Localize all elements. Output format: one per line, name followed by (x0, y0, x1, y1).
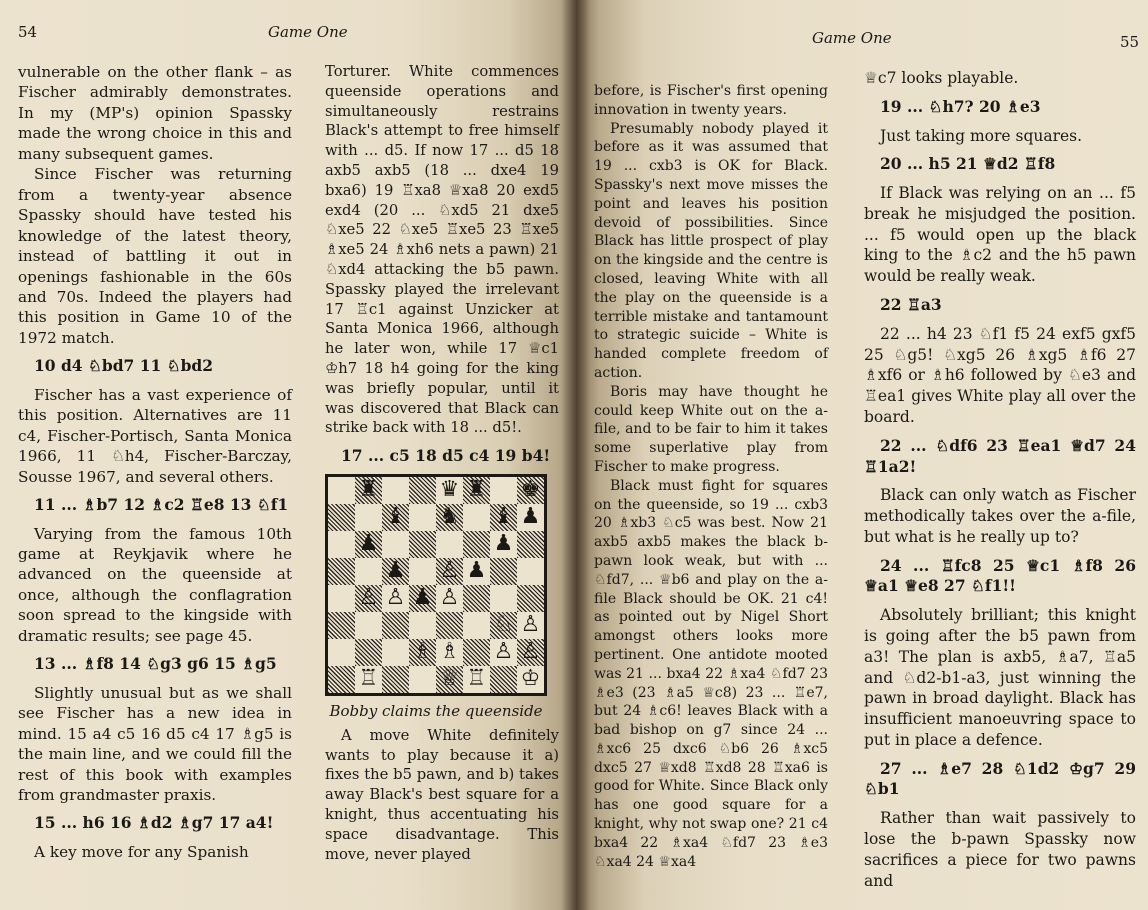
board-square (490, 639, 517, 666)
move-heading: 22 ♖a3 (880, 295, 942, 315)
board-square (409, 666, 436, 693)
move-heading: 20 ... h5 21 ♕d2 ♖f8 (880, 154, 1056, 174)
chess-piece-icon: ♟ (358, 531, 379, 557)
right-column-2 (864, 68, 1136, 891)
chess-piece-icon: ♕ (439, 666, 460, 692)
board-square (436, 477, 463, 504)
board-square (463, 531, 490, 558)
board-square (463, 585, 490, 612)
board-square (409, 477, 436, 504)
board-square (382, 531, 409, 558)
move-heading: 13 ... ♗f8 14 ♘g3 g6 15 ♗g5 (34, 654, 277, 674)
board-square (409, 531, 436, 558)
chess-board (325, 474, 547, 696)
board-square (382, 504, 409, 531)
board-square (436, 612, 463, 639)
board-square (328, 666, 355, 693)
paragraph: Slightly unusual but as we shall see Fischer has a new idea in mind. 15 a4 c5 16 d5 c4 17 ♗g5 is the main line, and we could fill the rest of this book with examples from grandmaster praxis. (18, 683, 292, 804)
paragraph: A move White definitely wants to play because it a) fixes the b5 pawn, and b) takes away Black's best square for a knight, thus accentuating his space disadvantage. This move, never played (325, 726, 559, 863)
board-square (463, 477, 490, 504)
chess-piece-icon: ♞ (439, 504, 460, 530)
board-square (355, 558, 382, 585)
left-column-2-text (325, 62, 559, 466)
board-square (328, 477, 355, 504)
board-square (436, 639, 463, 666)
paragraph: Absolutely brilliant; this knight is going after the b5 pawn from a3! The plan is axb5, ♗a7, ♖a5 and ♘d2-b1-a3, just winning the pawn in broad daylight. Black has insufficient manoeuvring space to put in place a defence. (864, 606, 1136, 749)
chess-piece-icon: ♜ (466, 477, 487, 503)
board-square (355, 477, 382, 504)
chess-piece-icon: ♝ (493, 504, 514, 530)
board-square (355, 585, 382, 612)
chess-piece-icon: ♝ (385, 504, 406, 530)
right-column-1 (594, 82, 828, 871)
board-square (436, 666, 463, 693)
move-heading: 27 ... ♗e7 28 ♘1d2 ♔g7 29 ♘b1 (864, 758, 1136, 799)
board-square (328, 639, 355, 666)
move-heading: 15 ... h6 16 ♗d2 ♗g7 17 a4! (34, 813, 274, 833)
paragraph: Presumably nobody played it before as it was assumed that 19 ... cxb3 is OK for Black. Spassky's next move misses the point and leaves his position devoid of possibilities. Since Black has little prospect of play on the kingside and the centre is closed, leaving White with all the play on the queenside is a terrible mistake and tantamount to strategic suicide – White is handed complete freedom of action. (594, 120, 828, 381)
board-square (490, 477, 517, 504)
book-gutter (562, 0, 590, 910)
board-square (382, 477, 409, 504)
board-square (355, 666, 382, 693)
board-square (409, 639, 436, 666)
chess-piece-icon: ♛ (439, 477, 460, 503)
running-head-right: Game One (812, 29, 892, 47)
board-square (517, 639, 544, 666)
board-square (517, 558, 544, 585)
board-square (517, 504, 544, 531)
move-heading: 10 d4 ♘bd7 11 ♘bd2 (34, 356, 214, 376)
board-square (490, 666, 517, 693)
board-square (355, 612, 382, 639)
board-square (490, 585, 517, 612)
move-heading: 19 ... ♘h7? 20 ♗e3 (880, 96, 1041, 116)
board-square (328, 558, 355, 585)
paragraph: ♕c7 looks playable. (864, 69, 1019, 87)
board-square (328, 504, 355, 531)
chess-piece-icon: ♟ (520, 504, 541, 530)
chess-piece-icon: ♟ (466, 558, 487, 584)
paragraph: Black must fight for squares on the queenside, so 19 ... cxb3 20 ♗xb3 ♘c5 was best. Now 21 axb5 axb5 makes the black b-pawn look weak, but with ... ♘fd7, ... ♕b6 and play on the a-file Black should be OK. 21 c4! as pointed out by Nigel Short amongst others looks more pertinent. One antidote mooted was 21 ... bxa4 22 ♗xa4 ♘fd7 23 ♗e3 (23 ♗a5 ♕c8) 23 ... ♖e7, but 24 ♗c6! leaves Black with a bad bishop on g7 since 24 ... ♗xc6 25 dxc6 ♘b6 26 ♗xc5 dxc5 27 ♕xd8 ♖xd8 28 ♖xa6 is good for White. Since Black only has one good square for a knight, why not swap one? 21 c4 bxa4 22 ♗xa4 ♘fd7 23 ♗e3 ♘xa4 24 ♕xa4 (594, 477, 828, 870)
move-heading: 22 ... ♘df6 23 ♖ea1 ♕d7 24 ♖1a2! (864, 435, 1136, 476)
paragraph: Fischer has a vast experience of this position. Alternatives are 11 c4, Fischer-Portisch, Santa Monica 1966, 11 ♘h4, Fischer-Barczay, Sousse 1967, and several others. (18, 385, 292, 486)
board-square (517, 666, 544, 693)
paragraph: Black can only watch as Fischer methodically takes over the a-file, but what is he really up to? (864, 486, 1136, 546)
board-square (382, 666, 409, 693)
paragraph: Torturer. White commences queenside operations and simultaneously restrains Black's attempt to free himself with ... d5. If now 17 ... d5 18 axb5 axb5 (18 ... dxe4 19 bxa6) 19 ♖xa8 ♕xa8 20 exd5 exd4 (20 ... ♘xd5 21 dxe5 ♘xe5 22 ♘xe5 ♖xe5 23 ♖xe5 ♗xe5 24 ♗xh6 nets a pawn) 21 ♘xd4 attacking the b5 pawn. Spassky played the irrelevant 17 ♖c1 against Unzicker at Santa Monica 1966, although he later won, while 17 ♕c1 ♔h7 18 h4 going for the king was briefly popular, until it was discovered that Black can strike back with 18 ... d5!. (325, 63, 559, 437)
board-square (517, 477, 544, 504)
paragraph: Just taking more squares. (880, 126, 1083, 145)
chess-piece-icon: ♟ (385, 558, 406, 584)
chess-piece-icon: ♜ (358, 477, 379, 503)
chess-piece-icon: ♖ (466, 666, 487, 692)
board-square (463, 558, 490, 585)
board-square (328, 531, 355, 558)
board-square (517, 612, 544, 639)
paragraph: 22 ... h4 23 ♘f1 f5 24 exf5 gxf5 25 ♘g5! ♘xg5 26 ♗xg5 ♗f6 27 ♗xf6 or ♗h6 followed by ♘e3 and ♖ea1 gives White play all over the board. (864, 324, 1136, 426)
chess-piece-icon: ♙ (493, 639, 514, 665)
board-square (490, 558, 517, 585)
left-column-1 (18, 62, 292, 862)
board-square (409, 585, 436, 612)
board-square (463, 612, 490, 639)
board-square (382, 585, 409, 612)
chess-diagram (325, 474, 559, 722)
chess-piece-icon: ♗ (439, 639, 460, 665)
chess-piece-icon: ♖ (358, 666, 379, 692)
board-square (409, 558, 436, 585)
left-column-2 (325, 62, 559, 864)
board-square (436, 558, 463, 585)
diagram-caption: Bobby claims the queenside (329, 701, 543, 720)
move-heading: 17 ... c5 18 d5 c4 19 b4! (341, 446, 551, 466)
board-square (463, 666, 490, 693)
paragraph: Varying from the famous 10th game at Reykjavik where he advanced on the queenside at once, although the conflagration soon spread to the kingside with dramatic results; see page 45. (18, 524, 292, 645)
board-square (328, 585, 355, 612)
board-square (382, 612, 409, 639)
chess-piece-icon: ♘ (493, 612, 514, 638)
board-square (355, 504, 382, 531)
left-column-2-text-bottom (325, 726, 559, 865)
move-heading: 24 ... ♖fc8 25 ♕c1 ♗f8 26 ♕a1 ♕e8 27 ♘f1!! (864, 555, 1136, 596)
chess-piece-icon: ♙ (439, 558, 460, 584)
right-page (576, 0, 1148, 910)
paragraph: Since Fischer was returning from a twenty-year absence Spassky should have tested his knowledge of the latest theory, instead of battling it out in openings fashionable in the 60s and 70s. Indeed the players had this position in Game 10 of the 1972 match. (18, 165, 292, 347)
paragraph: Rather than wait passively to lose the b-pawn Spassky now sacrifices a piece for two pawns and (864, 809, 1136, 890)
board-square (463, 639, 490, 666)
chess-piece-icon: ♚ (520, 477, 541, 503)
chess-piece-icon: ♙ (385, 585, 406, 611)
board-square (409, 612, 436, 639)
board-square (463, 504, 490, 531)
board-square (436, 585, 463, 612)
chess-piece-icon: ♟ (412, 585, 433, 611)
board-square (355, 639, 382, 666)
board-square (382, 639, 409, 666)
board-square (517, 585, 544, 612)
board-square (490, 531, 517, 558)
chess-piece-icon: ♙ (520, 612, 541, 638)
chess-piece-icon: ♙ (520, 639, 541, 665)
board-square (490, 612, 517, 639)
board-square (517, 531, 544, 558)
chess-piece-icon: ♙ (439, 585, 460, 611)
board-square (436, 531, 463, 558)
paragraph: If Black was relying on an ... f5 break he misjudged the position. ... f5 would open up the black king to the ♗c2 and the h5 pawn would be really weak. (864, 184, 1136, 286)
paragraph: A key move for any Spanish (34, 842, 249, 861)
paragraph: vulnerable on the other flank – as Fischer admirably demonstrates. In my (MP's) opinion Spassky made the wrong choice in this and many subsequent games. (18, 63, 292, 163)
move-heading: 11 ... ♗b7 12 ♗c2 ♖e8 13 ♘f1 (34, 495, 289, 515)
chess-piece-icon: ♔ (520, 666, 541, 692)
board-square (382, 558, 409, 585)
board-square (328, 612, 355, 639)
chess-piece-icon: ♟ (493, 531, 514, 557)
running-head: Game One (268, 23, 348, 41)
page-number: 54 (18, 23, 38, 41)
board-square (436, 504, 463, 531)
paragraph: Boris may have thought he could keep White out on the a-file, and to be fair to him it takes some superlative play from Fischer to make progress. (594, 383, 828, 475)
page-number-right: 55 (1120, 33, 1140, 51)
board-square (409, 504, 436, 531)
board-square (355, 531, 382, 558)
board-square (490, 504, 517, 531)
chess-piece-icon: ♗ (412, 639, 433, 665)
chess-piece-icon: ♙ (358, 585, 379, 611)
paragraph: before, is Fischer's first opening innovation in twenty years. (594, 83, 828, 118)
